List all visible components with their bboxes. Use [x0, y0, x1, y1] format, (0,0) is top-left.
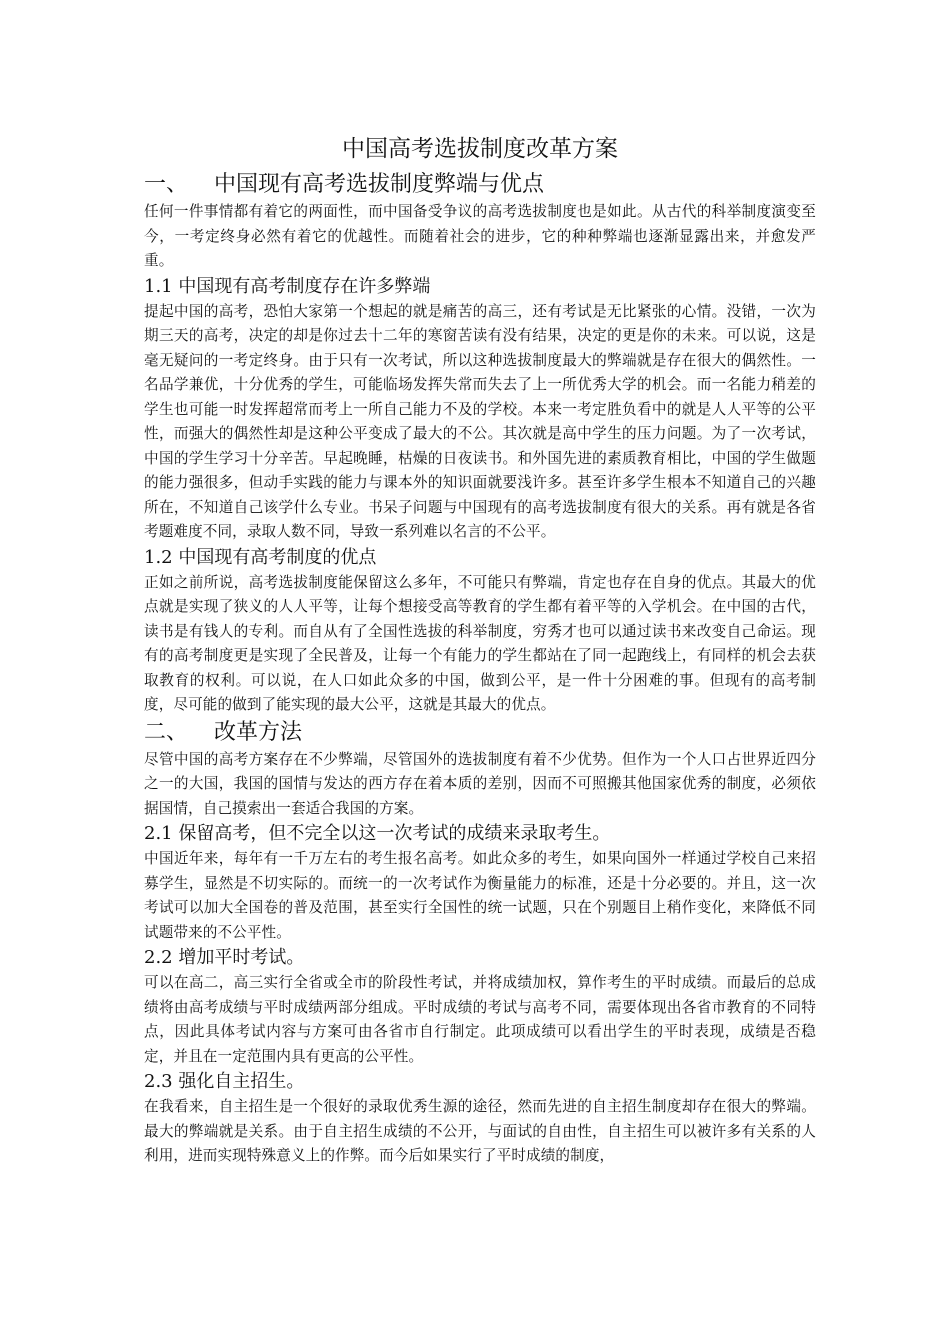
subsection-1-2-body: 正如之前所说，高考选拔制度能保留这么多年，不可能只有弊端，肯定也存在自身的优点。其最大的优点就是实现了狭义的人人平等，让每个想接受高等教育的学生都有着平等的入学机会。在中国的古代，读书是有钱人的专利。而自从有了全国性选拔的科举制度，穷秀才也可以通过读书来改变自己命运。现有的高考制度更是实现了全民普及，让每一个有能力的学生都站在了同一起跑线上，有同样的机会去获取教育的权利。可以说，在人口如此众多的中国，做到公平，是一件十分困难的事。但现有的高考制度，尽可能的做到了能实现的最大公平，这就是其最大的优点。	[144, 573, 816, 713]
subsection-2-2-body: 可以在高二，高三实行全省或全市的阶段性考试，并将成绩加权，算作考生的平时成绩。而最后的总成绩将由高考成绩与平时成绩两部分组成。平时成绩的考试与高考不同，需要体现出各省市教育的不同特点，因此具体考试内容与方案可由各省市自行制定。此项成绩可以看出学生的平时表现，成绩是否稳定，并且在一定范围内具有更高的公平性。	[144, 974, 816, 1065]
section-2-intro: 尽管中国的高考方案存在不少弊端，尽管国外的选拔制度有着不少优势。但作为一个人口占世界近四分之一的大国，我国的国情与发达的西方存在着本质的差别，因而不可照搬其他国家优秀的制度，必须依据国情，自己摸索出一套适合我国的方案。	[144, 750, 816, 817]
section-2-title: 改革方法	[214, 719, 303, 745]
section-1-intro: 任何一件事情都有着它的两面性，而中国备受争议的高考选拔制度也是如此。从古代的科举制度演变至今，一考定终身必然有着它的优越性。而随着社会的进步，它的种种弊端也逐渐显露出来，并愈发严重。	[144, 203, 816, 269]
subsection-2-3-heading: 2.3 强化自主招生。	[144, 1071, 305, 1092]
subsection-2-1-body: 中国近年来，每年有一千万左右的考生报名高考。如此众多的考生，如果向国外一样通过学校自己来招募学生，显然是不切实际的。而统一的一次考试作为衡量能力的标准，还是十分必要的。并且，这一次考试可以加大全国卷的普及范围，甚至实行全国性的统一试题，只在个别题目上稍作变化，来降低不同试题带来的不公平性。	[144, 850, 816, 941]
subsection-2-2-heading: 2.2 增加平时考试。	[144, 947, 305, 968]
document-title: 中国高考选拔制度改革方案	[342, 136, 618, 162]
section-1-title: 中国现有高考选拔制度弊端与优点	[214, 172, 545, 197]
subsection-2-1-heading: 2.1 保留高考，但不完全以这一次考试的成绩来录取考生。	[144, 823, 611, 844]
subsection-2-3-body: 在我看来，自主招生是一个很好的录取优秀生源的途径，然而先进的自主招生制度却存在很大的弊端。最大的弊端就是关系。由于自主招生成绩的不公开，与面试的自由性，自主招生可以被许多有关系的人利用，进而实现特殊意义上的作弊。而今后如果实行了平时成绩的制度，	[144, 1098, 816, 1164]
section-1-heading	[144, 170, 816, 200]
section-2-heading	[144, 718, 816, 748]
document-body	[144, 132, 816, 1169]
section-2-number: 二、	[144, 719, 189, 745]
section-1-number: 一、	[144, 172, 189, 197]
subsection-1-1-body: 提起中国的高考，恐怕大家第一个想起的就是痛苦的高三，还有考试是无比紧张的心情。没错，一次为期三天的高考，决定的却是你过去十二年的寒窗苦读有没有结果，决定的更是你的未来。可以说，这是毫无疑问的一考定终身。由于只有一次考试，所以这种选拔制度最大的弊端就是存在很大的偶然性。一名品学兼优，十分优秀的学生，可能临场发挥失常而失去了上一所优秀大学的机会。而一名能力稍差的学生也可能一时发挥超常而考上一所自己能力不及的学校。本来一考定胜负看中的就是人人平等的公平性，而强大的偶然性却是这种公平变成了最大的不公。其次就是高中学生的压力问题。为了一次考试，中国的学生学习十分辛苦。早起晚睡，枯燥的日夜读书。和外国先进的素质教育相比，中国的学生做题的能力强很多，但动手实践的能力与课本外的知识面就要浅许多。甚至许多学生根本不知道自己的兴趣所在，不知道自己该学什么专业。书呆子问题与中国现有的高考选拔制度有很大的关系。再有就是各省考题难度不同，录取人数不同，导致一系列难以名言的不公平。	[144, 302, 816, 540]
subsection-1-1-heading: 1.1 中国现有高考制度存在许多弊端	[144, 275, 431, 297]
subsection-1-2-heading: 1.2 中国现有高考制度的优点	[144, 546, 377, 568]
